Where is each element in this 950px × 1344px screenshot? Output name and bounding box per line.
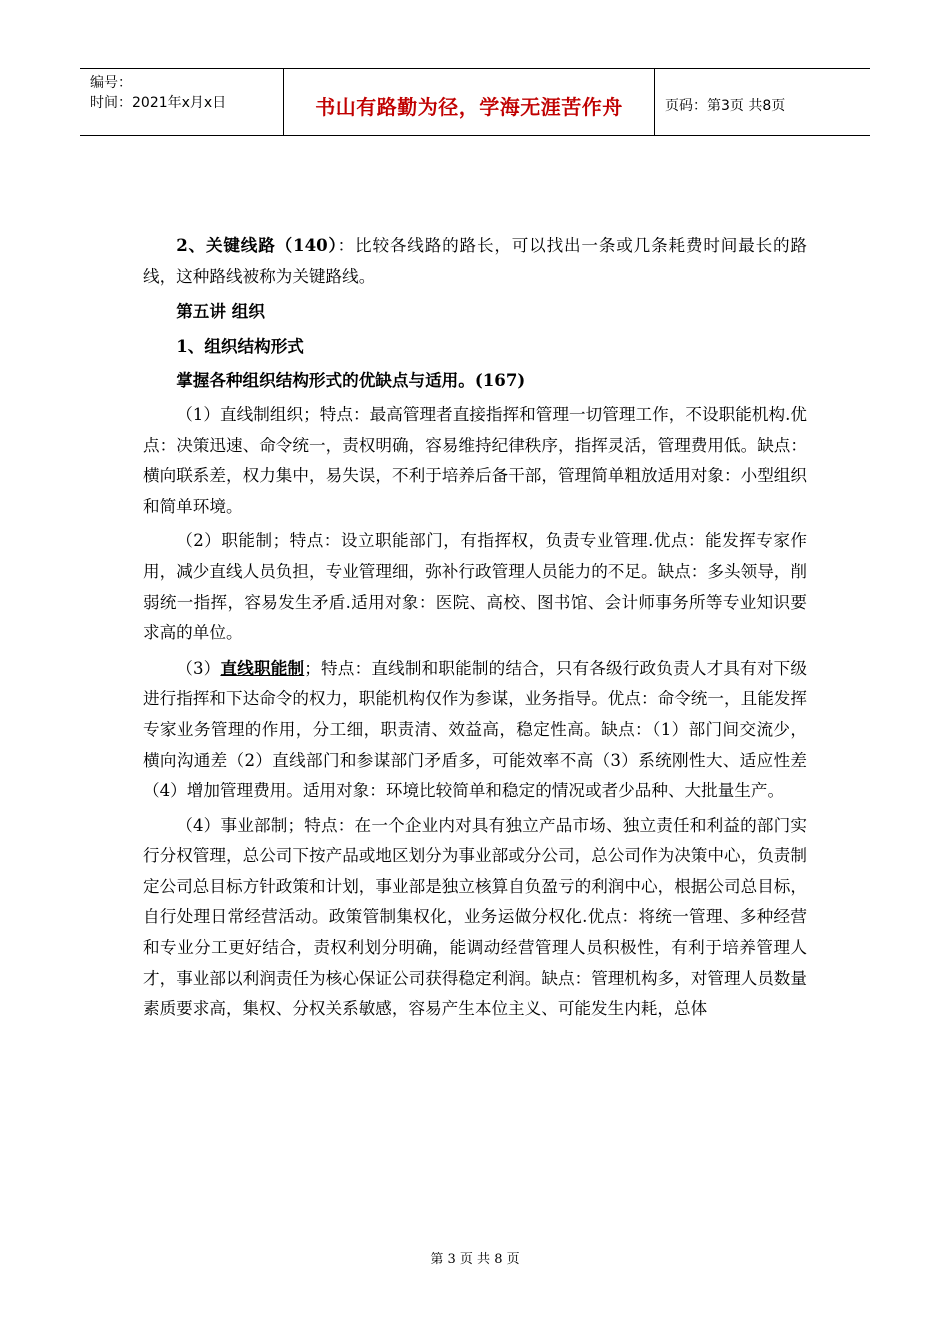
page-footer: 第 3 页 共 8 页 xyxy=(430,1252,520,1267)
line-functional-term: 直线职能制 xyxy=(220,657,305,678)
critical-path-heading: 2、关键线路（140） xyxy=(176,235,338,255)
line-functional-prefix: （3） xyxy=(176,658,221,678)
section-heading: 1、组织结构形式 xyxy=(176,335,304,356)
time-label: 时间：2021年x月x日 xyxy=(90,95,227,111)
paragraph-line-structure: （1）直线制组织；特点：最高管理者直接指挥和管理一切管理工作，不设职能机构.优点：决策迅速、命令统一，责权明确，容易维持纪律秩序，指挥灵活，管理费用低。缺点：横向联系差，权力集中，易失误，不利于培养后备干部，管理简单粗放适用对象：小型组织和简单环境。 xyxy=(143,404,807,516)
header-motto: 书山有路勤为径，学海无涯苦作舟 xyxy=(283,69,655,135)
lecture-heading: 第五讲 组织 xyxy=(176,301,265,322)
paragraph-division-structure: （4）事业部制；特点：在一个企业内对具有独立产品市场、独立责任和利益的部门实行分权管理，总公司下按产品或地区划分为事业部或分公司，总公司作为决策中心，负责制定公司总目标方针政策和计划，事业部是独立核算自负盈亏的利润中心，根据公司总目标，自行处理日常经营活动。政策管制集权化，业务运做分权化.优点：将统一管理、多种经营和专业分工更好结合，责权利划分明确，能调动经营管理人员积极性，有利于培养管理人才，事业部以利润责任为核心保证公司获得稳定利润。缺点：管理机构多，对管理人员数量素质要求高，集权、分权关系敏感，容易产生本位主义、可能发生内耗，总体 xyxy=(143,815,807,1019)
paragraph-line-functional-structure xyxy=(143,653,807,807)
line-functional-text: ；特点：直线制和职能制的结合，只有各级行政负责人才具有对下级进行指挥和下达命令的权力，职能机构仅作为参谋，业务指导。优点：命令统一，且能发挥专家业务管理的作用，分工细，职责清、效益高，稳定性高。缺点：（1）部门间交流少，横向沟通差（2）直线部门和参谋部门矛盾多，可能效率不高（3）系统刚性大、适应性差（4）增加管理费用。适用对象：环境比较简单和稳定的情况或者少品种、大批量生产。 xyxy=(143,658,808,801)
serial-label: 编号： xyxy=(90,75,132,91)
paragraph-functional-structure: （2）职能制；特点：设立职能部门，有指挥权，负责专业管理.优点：能发挥专家作用，减少直线人员负担，专业管理细，弥补行政管理人员能力的不足。缺点：多头领导，削弱统一指挥，容易发生矛盾.适用对象：医院、高校、图书馆、会计师事务所等专业知识要求高的单位。 xyxy=(143,531,807,643)
header-meta xyxy=(80,69,283,135)
paragraph-critical-path xyxy=(143,230,807,292)
master-heading: 掌握各种组织结构形式的优缺点与适用。(167) xyxy=(176,370,526,391)
header-page-info: 页码：第3页 共8页 xyxy=(665,98,786,114)
page-header xyxy=(80,68,870,136)
critical-path-text: ：比较各线路的路长，可以找出一条或几条耗费时间最长的路线，这种路线被称为关键路线。 xyxy=(143,236,808,286)
document-body xyxy=(143,230,807,1025)
